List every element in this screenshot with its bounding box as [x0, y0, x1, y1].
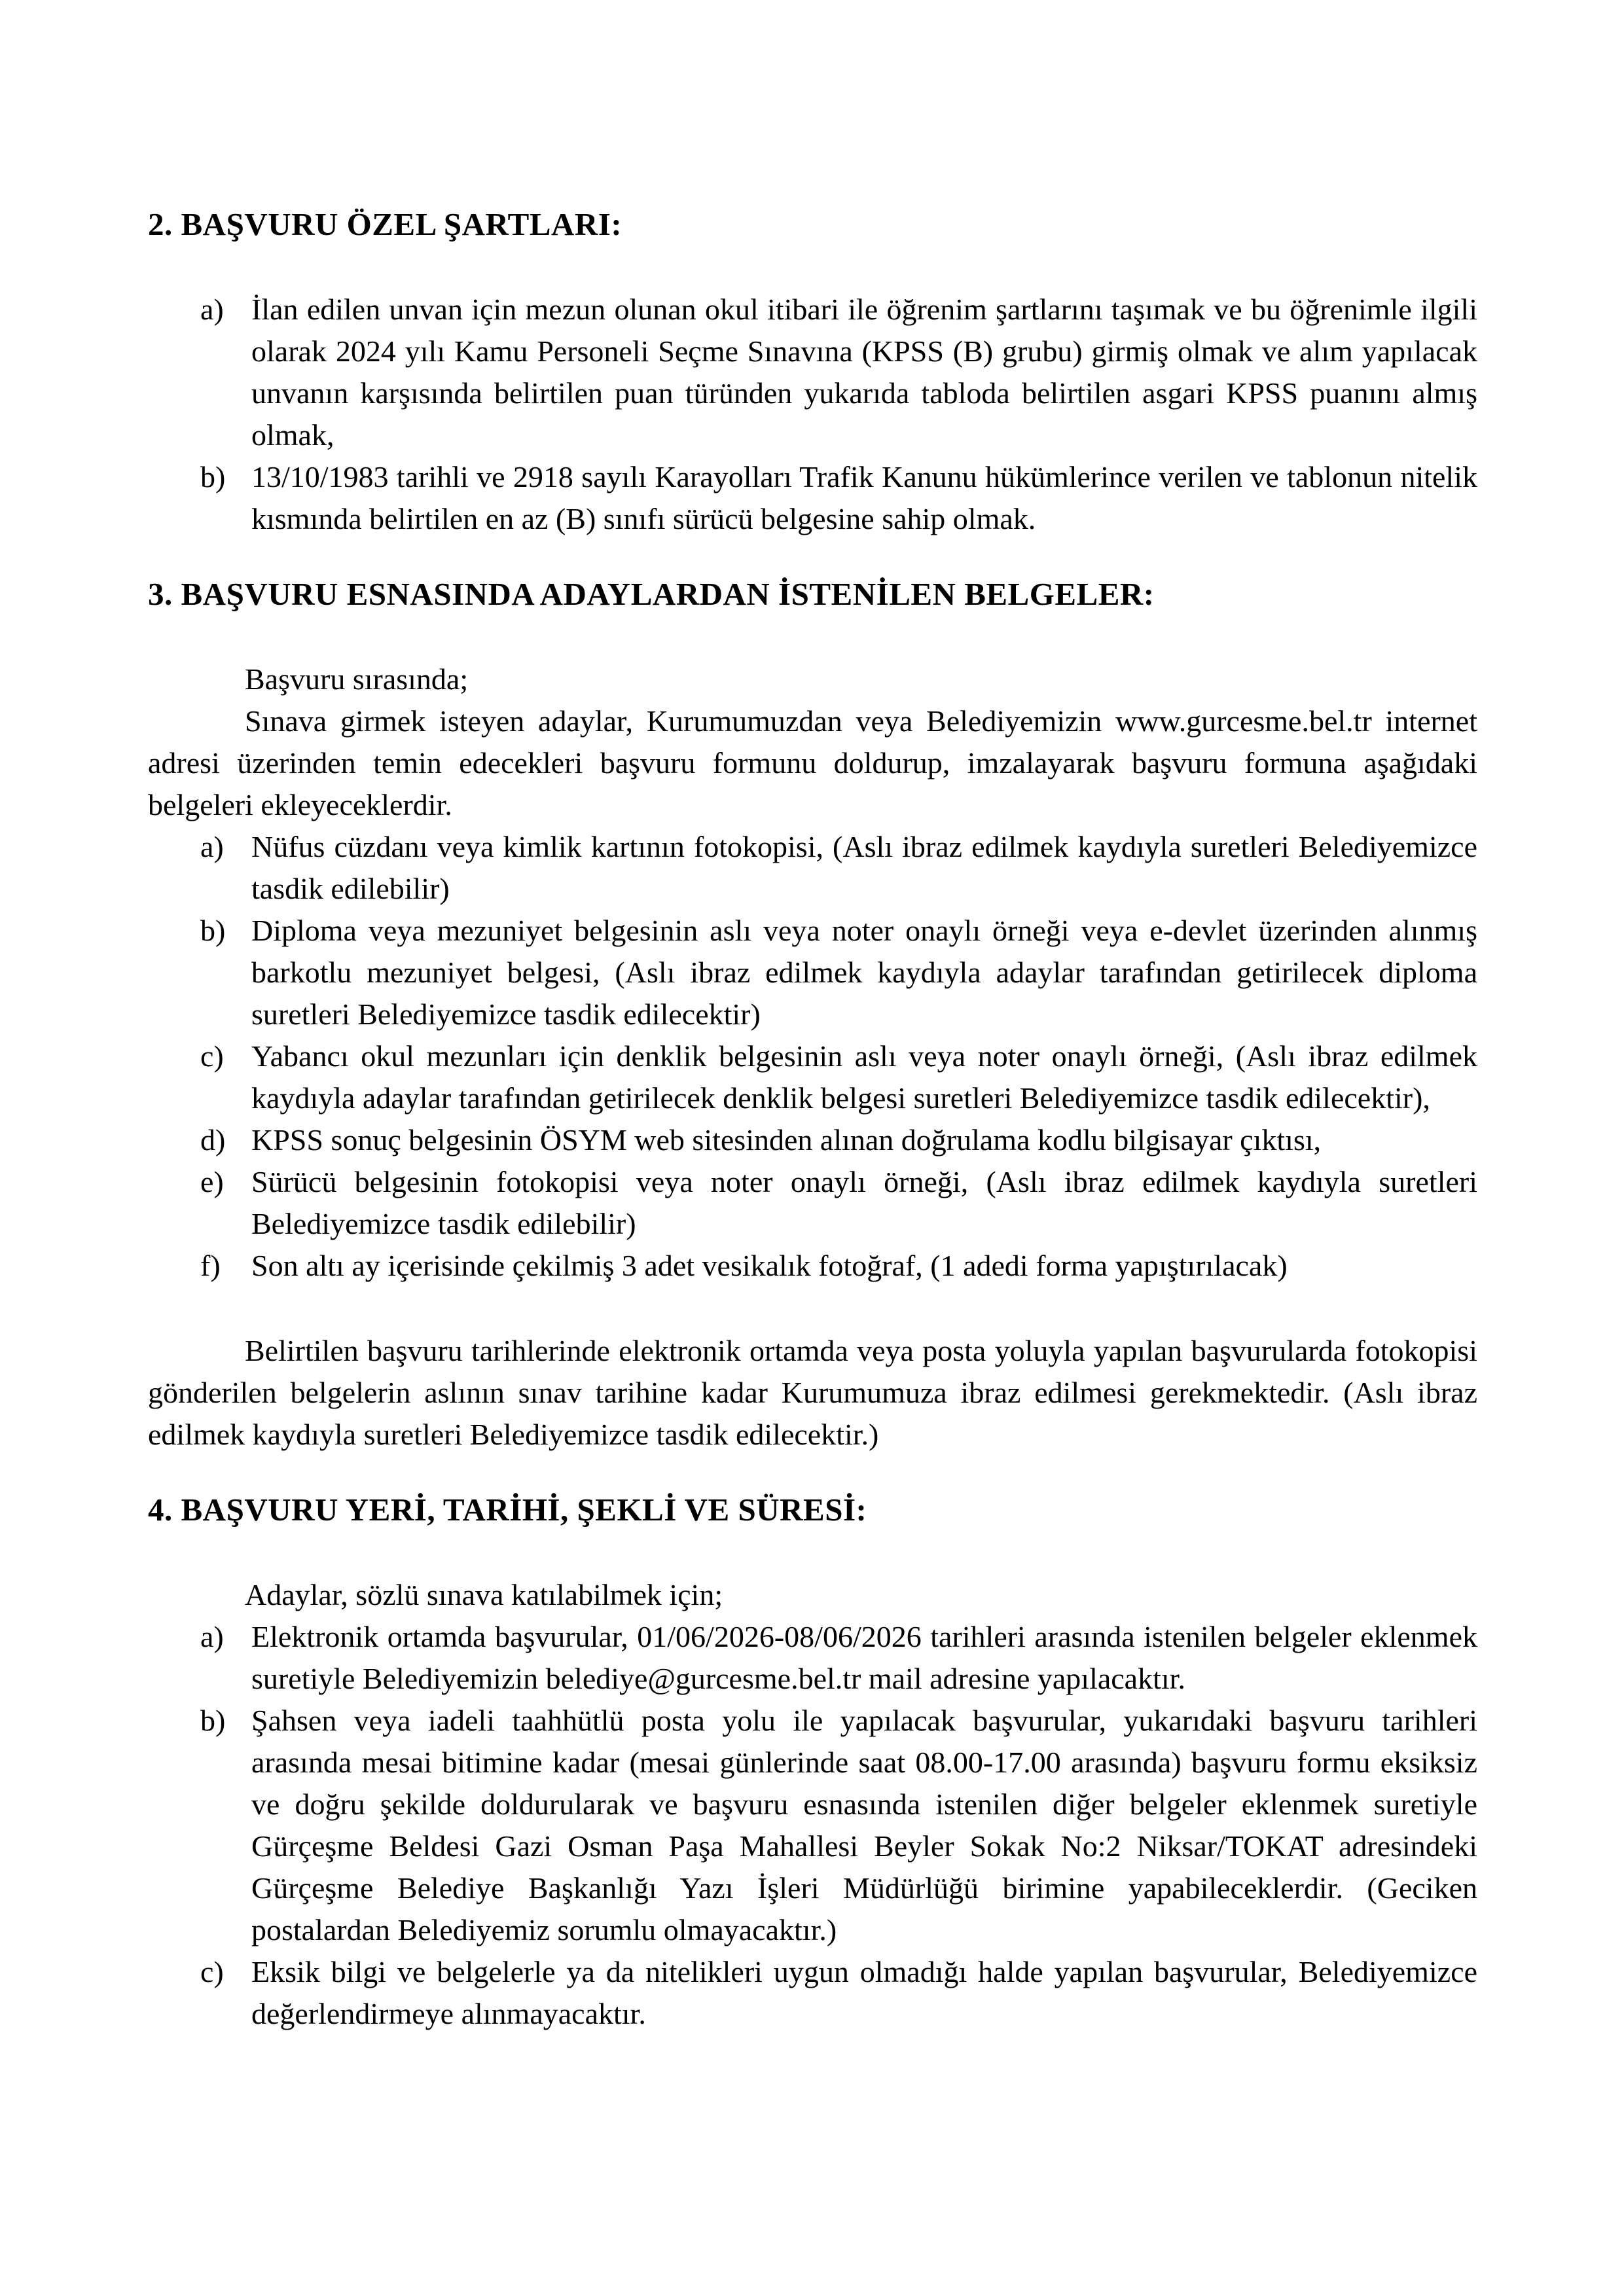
- list-item-text: Sürücü belgesinin fotokopisi veya noter onaylı örneği, (Aslı ibraz edilmek kaydıyla suretleri Belediyemizce tasdik edilebilir): [251, 1164, 1477, 1240]
- section-items: [148, 826, 1477, 1287]
- list-item-label: a): [200, 829, 224, 863]
- list-item-text: Şahsen veya iadeli taahhütlü posta yolu ile yapılacak başvurular, yukarıdaki başvuru tarihleri arasında mesai bitimine kadar (mesai günlerinde saat 08.00-17.00 arasında) başvuru formu eksiksiz ve doğru şekilde doldurularak ve başvuru esnasında istenilen diğer belgeler eklenmek suretiyle Gürçeşme Beldesi Gazi Osman Paşa Mahallesi Beyler Sokak No:2 Niksar/TOKAT adresindeki Gürçeşme Belediye Başkanlığı Yazı İşleri Müdürlüğü birimine yapabileceklerdir. (Geciken postalardan Belediyemiz sorumlu olmayacaktır.): [251, 1703, 1477, 1946]
- list-item: [148, 1700, 1477, 1951]
- list-item-text: 13/10/1983 tarihli ve 2918 sayılı Karayolları Trafik Kanunu hükümlerince verilen ve tablonun nitelik kısmında belirtilen en az (B) sınıfı sürücü belgesine sahip olmak.: [251, 459, 1477, 535]
- list-item: [148, 1951, 1477, 2035]
- section-basvuru-ozel-sartlari: [148, 207, 1477, 540]
- list-item: [148, 826, 1477, 910]
- list-item: [148, 1161, 1477, 1245]
- list-item-text: Yabancı okul mezunları için denklik belgesinin aslı veya noter onaylı örneği, (Aslı ibraz edilmek kaydıyla adaylar tarafından getirilecek denklik belgesi suretleri Belediyemizce tasdik edilecektir),: [251, 1039, 1477, 1115]
- list-item: [148, 456, 1477, 540]
- section-istenilen-belgeler: [148, 577, 1477, 1456]
- paragraph: Sınava girmek isteyen adaylar, Kurumumuzdan veya Belediyemizin www.gurcesme.bel.tr internet adresi üzerinden temin edecekleri başvuru formunu doldurup, imzalayarak başvuru formuna aşağıdaki belgeleri ekleyeceklerdir.: [148, 704, 1477, 821]
- list-item-text: KPSS sonuç belgesinin ÖSYM web sitesinden alınan doğrulama kodlu bilgisayar çıktısı,: [251, 1122, 1322, 1157]
- list-item-text: Son altı ay içerisinde çekilmiş 3 adet vesikalık fotoğraf, (1 adedi forma yapıştırılacak): [251, 1248, 1288, 1282]
- list-item: [148, 1616, 1477, 1700]
- list-item-label: b): [200, 1703, 226, 1737]
- section-items: [148, 289, 1477, 540]
- list-item-label: f): [200, 1248, 221, 1282]
- section-heading: 4. BAŞVURU YERİ, TARİHİ, ŞEKLİ VE SÜRESİ:: [148, 1491, 867, 1528]
- section-heading: 2. BAŞVURU ÖZEL ŞARTLARI:: [148, 206, 623, 242]
- list-item-label: a): [200, 1619, 224, 1653]
- list-item-label: d): [200, 1122, 226, 1157]
- closing-paragraph: Belirtilen başvuru tarihlerinde elektronik ortamda veya posta yoluyla yapılan başvurularda fotokopisi gönderilen belgelerin aslının sınav tarihine kadar Kurumumuza ibraz edilmesi gerekmektedir. (Aslı ibraz edilmek kaydıyla suretleri Belediyemizce tasdik edilecektir.): [148, 1333, 1477, 1451]
- list-item-text: Eksik bilgi ve belgelerle ya da nitelikleri uygun olmadığı halde yapılan başvurular, Belediyemizce değerlendirmeye alınmayacaktır.: [251, 1954, 1477, 2030]
- list-item: [148, 1245, 1477, 1287]
- list-item-label: e): [200, 1164, 224, 1198]
- list-item-label: c): [200, 1039, 224, 1073]
- list-item-text: Nüfus cüzdanı veya kimlik kartının fotokopisi, (Aslı ibraz edilmek kaydıyla suretleri Belediyemizce tasdik edilebilir): [251, 829, 1477, 905]
- list-item-label: c): [200, 1954, 224, 1988]
- section-basvuru-yeri-tarihi: [148, 1492, 1477, 2035]
- list-item: [148, 289, 1477, 456]
- list-item-label: b): [200, 913, 226, 947]
- section-heading: 3. BAŞVURU ESNASINDA ADAYLARDAN İSTENİLEN BELGELER:: [148, 575, 1155, 612]
- list-item-label: b): [200, 459, 226, 493]
- paragraph: Adaylar, sözlü sınava katılabilmek için;: [245, 1577, 723, 1611]
- list-item: [148, 1119, 1477, 1161]
- list-item: [148, 1035, 1477, 1119]
- paragraph: Başvuru sırasında;: [245, 662, 469, 696]
- list-item-text: İlan edilen unvan için mezun olunan okul itibari ile öğrenim şartlarını taşımak ve bu öğrenimle ilgili olarak 2024 yılı Kamu Personeli Seçme Sınavına (KPSS (B) grubu) girmiş olmak ve alım yapılacak unvanın karşısında belirtilen puan türünden yukarıda tabloda belirtilen asgari KPSS puanını almış olmak,: [251, 292, 1477, 452]
- list-item: [148, 910, 1477, 1035]
- list-item-text: Diploma veya mezuniyet belgesinin aslı veya noter onaylı örneği veya e-devlet üzerinden alınmış barkotlu mezuniyet belgesi, (Aslı ibraz edilmek kaydıyla adaylar tarafından getirilecek diploma suretleri Belediyemizce tasdik edilecektir): [251, 913, 1477, 1031]
- list-item-text: Elektronik ortamda başvurular, 01/06/2026-08/06/2026 tarihleri arasında istenilen belgeler eklenmek suretiyle Belediyemizin belediye@gurcesme.bel.tr mail adresine yapılacaktır.: [251, 1619, 1477, 1695]
- section-items: [148, 1616, 1477, 2035]
- list-item-label: a): [200, 292, 224, 326]
